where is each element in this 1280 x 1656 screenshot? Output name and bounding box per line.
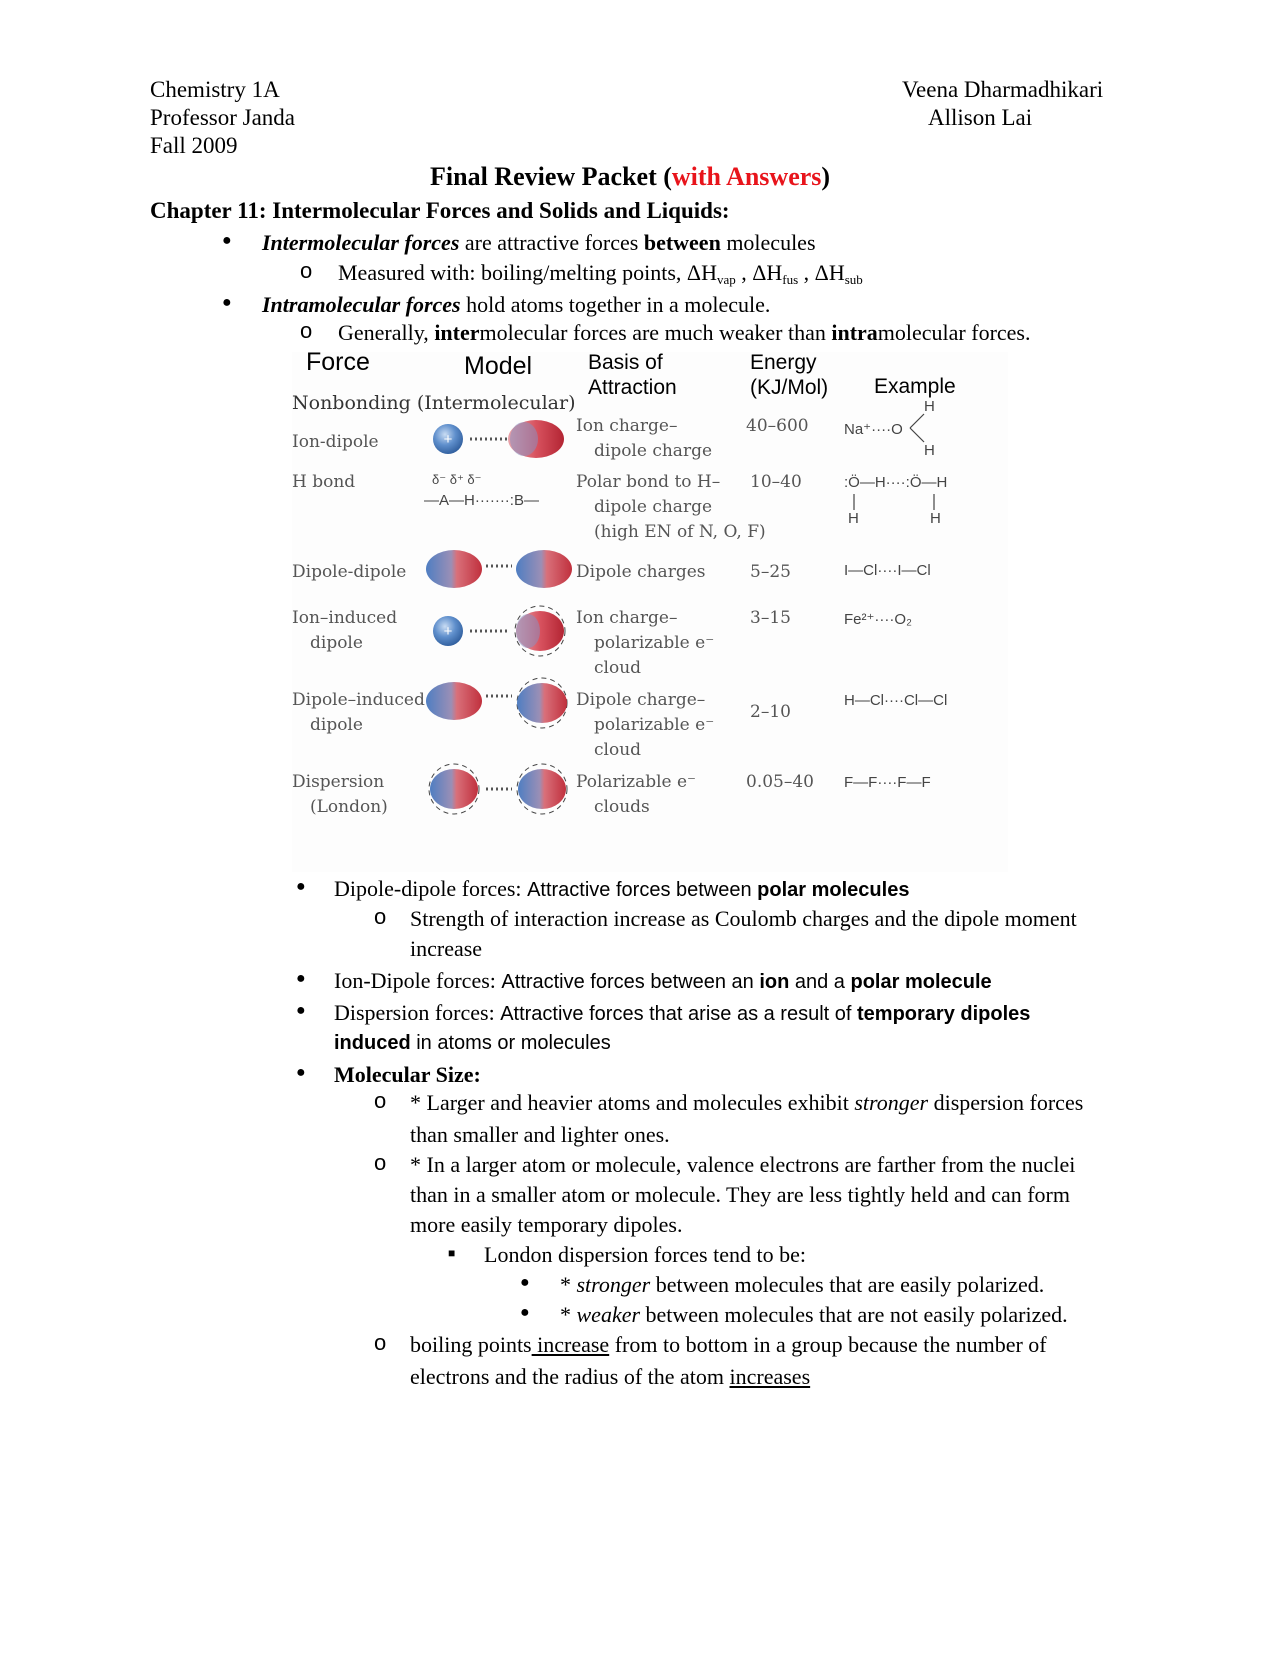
note-london-tend: London dispersion forces tend to be: [484,1242,806,1267]
model-hbond-chain: —A—H·······:B— [424,492,539,509]
note-stronger: * stronger between molecules that are easily polarized. [560,1272,1045,1297]
note-size-1: * Larger and heavier atoms and molecules exhibit stronger dispersion forces [410,1090,1084,1115]
row-ion-induced-force: Ion–induced dipole [292,608,398,653]
row-dipole-dipole-force: Dipole-dipole [292,562,407,582]
section-nonbonding: Nonbonding (Intermolecular) [292,392,576,414]
note-size-1-cont: than smaller and lighter ones. [410,1122,670,1147]
professor-name: Professor Janda [150,105,295,130]
row-dispersion-example: F—F····F—F [844,774,931,791]
header-force: Force [306,348,370,376]
svg-text:+: + [443,623,453,640]
note-dipole-dipole: Dipole-dipole forces: Attractive forces between polar molecules [334,876,910,901]
header-basis: Basis of Attraction [588,351,677,399]
note-size-2: * In a larger atom or molecule, valence electrons are farther from the nuclei [410,1152,1076,1177]
row-ion-induced-example: Fe²⁺····O₂ [844,611,912,628]
generally-statement: Generally, intermolecular forces are much weaker than intramolecular forces. [338,320,1031,345]
intermolecular-definition: Intermolecular forces are attractive forces between molecules [262,230,816,255]
author-2: Allison Lai [928,105,1033,130]
row-dipole-induced-force: Dipole–induced dipole [292,690,425,735]
course-name: Chemistry 1A [150,77,280,102]
circle-bullet-icon: o [374,904,387,929]
header-example: Example [874,375,956,398]
row-ion-induced-basis: Ion charge– polarizable e⁻ cloud [576,608,715,678]
circle-bullet-icon: o [374,1150,387,1175]
bullet-icon: ● [222,294,232,311]
note-weaker: * weaker between molecules that are not easily polarized. [560,1302,1068,1327]
bullet-icon: ● [296,878,306,895]
chapter-heading: Chapter 11: Intermolecular Forces and Solids and Liquids: [150,198,730,223]
measured-with: Measured with: boiling/melting points, $\Delta H_{vap}$ , $\Delta H_{fus}$ , $\Delta H_{sub}$ [338,260,863,287]
row-hbond-energy: 10–40 [750,472,802,492]
example-h-bottom: H [924,442,935,459]
bullet-icon: ● [296,1064,306,1081]
circle-bullet-icon: o [300,318,313,343]
row-dispersion-force: Dispersion (London) [292,772,388,817]
example-h-top: H [924,398,935,415]
note-size-2-cont2: more easily temporary dipoles. [410,1212,683,1237]
bullet-icon: ● [296,970,306,987]
circle-bullet-icon: o [374,1088,387,1113]
row-ion-dipole-force: Ion-dipole [292,432,379,452]
bullet-icon: ● [520,1304,530,1321]
note-dispersion: Dispersion forces: Attractive forces that arise as a result of temporary dipoles [334,1000,1031,1025]
note-strength-cont: increase [410,936,483,961]
model-dipole-dipole [424,546,574,597]
bond-lines-icon [852,492,942,512]
bullet-icon: ● [296,1002,306,1019]
row-ion-induced-energy: 3–15 [750,608,791,628]
header-model: Model [464,352,533,380]
row-hbond-basis: Polar bond to H– dipole charge (high EN of N, O, F) [576,472,766,542]
circle-bullet-icon: o [300,258,313,283]
example-h-right: H [930,510,941,527]
row-dipole-dipole-energy: 5–25 [750,562,791,582]
row-ion-dipole-basis: Ion charge– dipole charge [576,416,713,461]
bullet-icon: ● [222,232,232,249]
term: Fall 2009 [150,133,238,158]
row-ion-dipole-example: Na⁺····O [844,421,903,438]
header-energy: Energy (KJ/Mol) [750,351,829,399]
note-ion-dipole: Ion-Dipole forces: Attractive forces between an ion and a polar molecule [334,968,992,993]
note-size-2-cont: than in a smaller atom or molecule. They are less tightly held and can form [410,1182,1070,1207]
model-dispersion [424,762,574,821]
bullet-icon: ● [520,1274,530,1291]
circle-bullet-icon: o [374,1330,387,1355]
square-bullet-icon: ■ [448,1246,456,1260]
author-1: Veena Dharmadhikari [902,77,1104,102]
row-ion-dipole-energy: 40–600 [746,416,809,436]
example-h-left: H [848,510,859,527]
note-boiling: boiling points increase from to bottom in a group because the number of [410,1332,1047,1357]
row-hbond-force: H bond [292,472,356,492]
row-hbond-example: :Ö—H····:Ö—H [844,474,948,491]
model-hbond-deltas: δ⁻ δ⁺ δ⁻ [432,472,482,487]
note-boiling-cont: electrons and the radius of the atom increases [410,1364,811,1389]
svg-text:+: + [443,431,453,448]
row-dipole-induced-basis: Dipole charge– polarizable e⁻ cloud [576,690,715,760]
model-dipole-induced [424,676,574,735]
forces-table [292,348,1008,872]
row-dipole-dipole-example: I—Cl····I—Cl [844,562,931,579]
row-dispersion-energy: 0.05–40 [746,772,814,792]
intramolecular-definition: Intramolecular forces hold atoms together in a molecule. [262,292,771,317]
note-strength: Strength of interaction increase as Coulomb charges and the dipole moment [410,906,1077,931]
model-ion-dipole [432,416,572,467]
bond-lines-icon [908,410,928,446]
row-dipole-induced-energy: 2–10 [750,702,791,722]
row-dipole-induced-example: H—Cl····Cl—Cl [844,692,948,709]
row-dispersion-basis: Polarizable e⁻ clouds [576,772,697,817]
model-ion-induced [432,604,572,663]
title-highlight: with Answers [671,162,822,191]
note-dispersion-cont: induced in atoms or molecules [334,1032,611,1054]
note-molecular-size: Molecular Size: [334,1062,481,1087]
page-title: Final Review Packet (with Answers) [430,162,831,191]
row-dipole-dipole-basis: Dipole charges [576,562,706,582]
